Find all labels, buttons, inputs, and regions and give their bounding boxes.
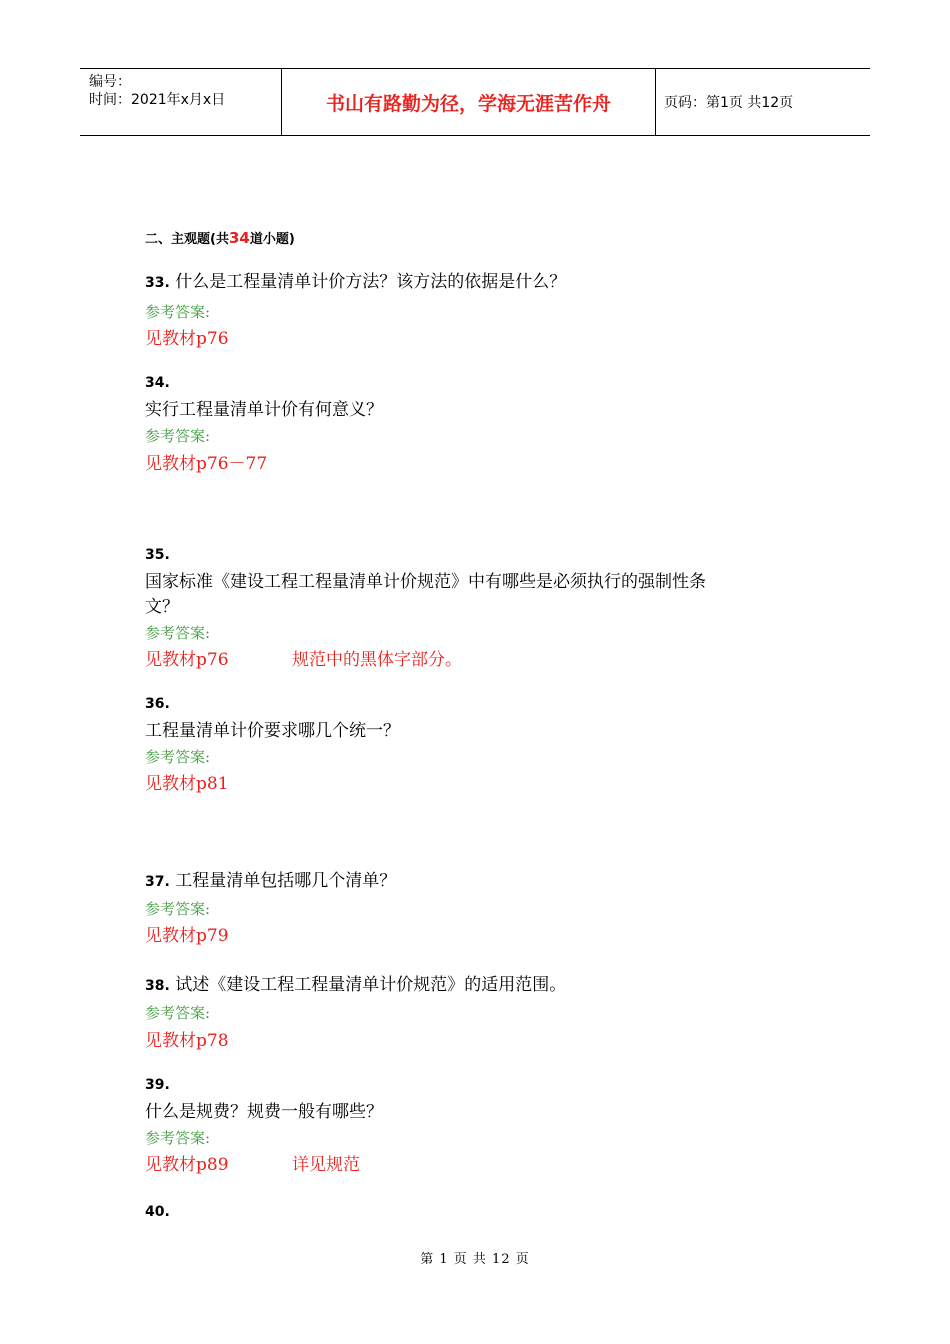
question-text: 国家标准《建设工程工程量清单计价规范》中有哪些是必须执行的强制性条	[145, 572, 706, 592]
section-count: 34	[228, 229, 250, 247]
answer: 见教材p81	[145, 774, 229, 794]
question-text-cont: 文？	[145, 597, 179, 617]
ref-label: 参考答案:	[145, 748, 211, 766]
ref-label: 参考答案:	[145, 1129, 211, 1147]
answer: 见教材p79	[145, 926, 229, 946]
question-text: 工程量清单包括哪几个清单？	[175, 871, 397, 891]
question-number: 34.	[145, 375, 170, 391]
motto: 书山有路勤为径，学海无涯苦作舟	[325, 92, 611, 115]
question-text: 什么是工程量清单计价方法？该方法的依据是什么？	[175, 272, 567, 292]
question-number: 40.	[145, 1204, 170, 1220]
question-text: 工程量清单计价要求哪几个统一？	[145, 721, 400, 741]
question-37	[145, 869, 396, 894]
time-label: 时间：2021年x月x日	[89, 92, 226, 108]
question-number: 35.	[145, 547, 170, 563]
answer-extra: 规范中的黑体字部分。	[292, 650, 462, 670]
ref-label: 参考答案:	[145, 427, 211, 445]
question-text: 什么是规费？规费一般有哪些？	[145, 1102, 383, 1122]
ref-label: 参考答案:	[145, 303, 211, 321]
section-suffix: 道小题)	[249, 232, 295, 247]
question-number: 36.	[145, 696, 170, 712]
answer: 见教材p76	[145, 329, 229, 349]
answer: 见教材p76－77	[145, 454, 268, 474]
answer-extra: 详见规范	[292, 1155, 360, 1175]
question-number: 39.	[145, 1077, 170, 1093]
header-page-cell	[655, 69, 870, 135]
header-motto-cell	[281, 69, 656, 135]
question-38	[145, 973, 566, 998]
answer: 见教材p89	[145, 1155, 229, 1175]
answer: 见教材p78	[145, 1031, 229, 1051]
number-label: 编号：	[89, 74, 131, 90]
answer: 见教材p76	[145, 650, 229, 670]
question-text: 实行工程量清单计价有何意义？	[145, 400, 383, 420]
header-meta	[80, 69, 281, 135]
ref-label: 参考答案:	[145, 624, 211, 642]
question-number: 37.	[145, 874, 170, 890]
page-info: 页码：第1页 共12页	[664, 95, 794, 111]
ref-label: 参考答案:	[145, 1004, 211, 1022]
page-header	[80, 68, 870, 136]
question-text: 试述《建设工程工程量清单计价规范》的适用范围。	[175, 975, 567, 995]
page-footer: 第 1 页 共 12 页	[420, 1252, 530, 1267]
ref-label: 参考答案:	[145, 900, 211, 918]
section-title	[145, 228, 295, 247]
question-number: 38.	[145, 978, 170, 994]
question-number: 33.	[145, 275, 170, 291]
question-33	[145, 270, 566, 295]
section-prefix: 二、主观题(共	[145, 232, 229, 247]
